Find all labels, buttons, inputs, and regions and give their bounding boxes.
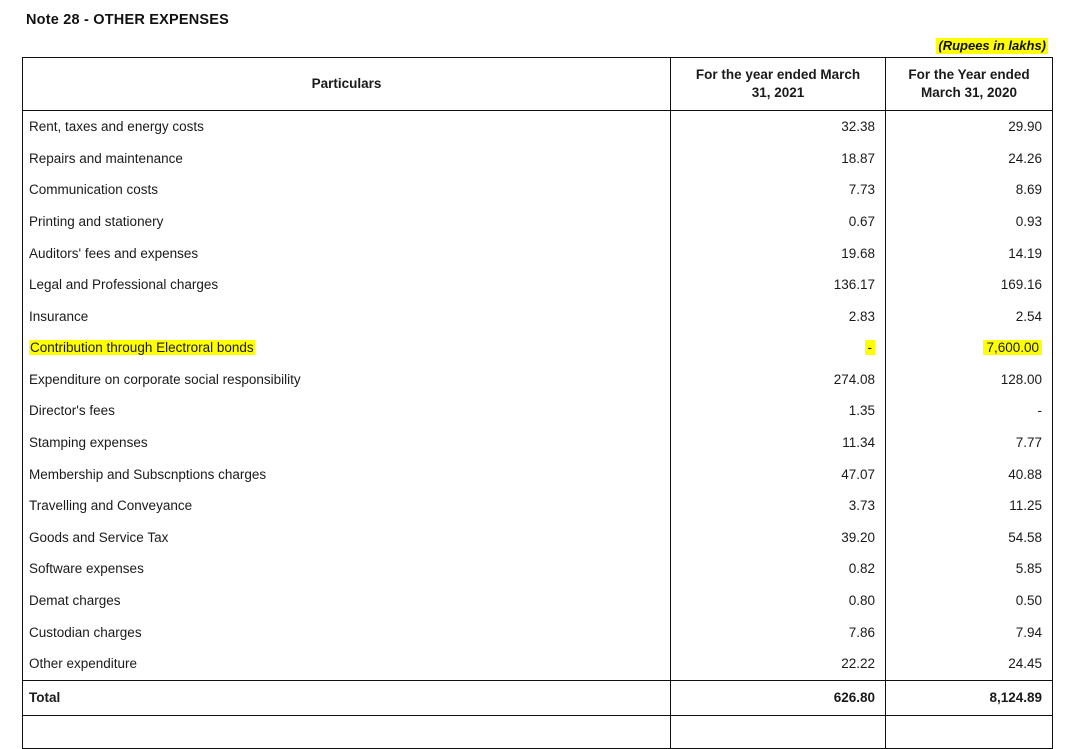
row-amount-2020: 11.25 — [1009, 498, 1042, 514]
table-header — [23, 58, 1053, 111]
row-amount-2021: 19.68 — [671, 238, 886, 270]
table-row — [23, 396, 1053, 428]
row-amount-2020: 8.69 — [1015, 182, 1042, 198]
row-particulars: Director's fees — [23, 396, 671, 428]
row-particulars: Software expenses — [23, 554, 671, 586]
row-amount-2020: 29.90 — [1008, 119, 1042, 135]
total-row — [23, 680, 1053, 715]
row-amount-2021: 136.17 — [671, 269, 886, 301]
row-amount-2020: 169.16 — [1000, 277, 1042, 293]
table-row — [23, 585, 1053, 617]
column-header-year-2020 — [886, 58, 1053, 111]
table-row — [23, 206, 1053, 238]
units-row — [22, 38, 1052, 54]
table-body — [23, 111, 1053, 749]
column-header-year-2020-line2: March 31, 2020 — [920, 85, 1018, 101]
row-amount-2020: 54.58 — [1008, 529, 1042, 545]
total-amount-2020: 8,124.89 — [886, 680, 1053, 715]
row-amount-2020: 24.26 — [1008, 150, 1042, 166]
row-particulars: Travelling and Conveyance — [23, 490, 671, 522]
row-particulars: Rent, taxes and energy costs — [23, 111, 671, 143]
table-row — [23, 554, 1053, 586]
table-row — [23, 617, 1053, 649]
row-particulars: Expenditure on corporate social responsibility — [23, 364, 671, 396]
table-row — [23, 490, 1053, 522]
blank-cell — [886, 715, 1053, 748]
row-amount-2020: 7.77 — [1015, 435, 1042, 451]
table-row — [23, 111, 1053, 143]
row-amount-2021: 274.08 — [671, 364, 886, 396]
row-amount-2020 — [886, 332, 1053, 364]
row-amount-2021 — [671, 332, 886, 364]
total-label: Total — [23, 680, 671, 715]
row-amount-2020: 14.19 — [1008, 245, 1042, 261]
column-header-year-2021-line2: 31, 2021 — [751, 85, 805, 101]
column-header-particulars: Particulars — [23, 58, 671, 111]
row-particulars: Auditors' fees and expenses — [23, 238, 671, 270]
row-particulars — [23, 332, 671, 364]
row-amount-2020: - — [1037, 403, 1042, 419]
row-amount-2021: 0.67 — [671, 206, 886, 238]
row-amount-2021: 18.87 — [671, 143, 886, 175]
other-expenses-table — [22, 57, 1053, 749]
row-particulars: Membership and Subscnptions charges — [23, 459, 671, 491]
row-particulars: Printing and stationery — [23, 206, 671, 238]
row-particulars: Legal and Professional charges — [23, 269, 671, 301]
row-amount-2021: 0.82 — [671, 554, 886, 586]
row-amount-2020: 5.85 — [1015, 561, 1042, 577]
row-amount-2021: 2.83 — [671, 301, 886, 333]
row-particulars: Custodian charges — [23, 617, 671, 649]
row-amount-2020: 24.45 — [1008, 656, 1042, 672]
table-row — [23, 238, 1053, 270]
highlighted-text: 7,600.00 — [983, 340, 1042, 355]
row-amount-2020: 0.93 — [1015, 213, 1042, 229]
row-amount-2021: 39.20 — [671, 522, 886, 554]
table-row — [23, 174, 1053, 206]
table-row — [23, 301, 1053, 333]
table-row — [23, 522, 1053, 554]
row-particulars: Repairs and maintenance — [23, 143, 671, 175]
row-amount-2020: 0.50 — [1015, 593, 1042, 609]
blank-row — [23, 715, 1053, 748]
row-amount-2021: 47.07 — [671, 459, 886, 491]
table-row — [23, 269, 1053, 301]
row-amount-2021: 3.73 — [671, 490, 886, 522]
blank-cell — [23, 715, 671, 748]
row-amount-2020: 40.88 — [1008, 466, 1042, 482]
column-header-year-2021 — [671, 58, 886, 111]
table-row — [23, 364, 1053, 396]
row-amount-2021: 22.22 — [671, 648, 886, 680]
units-label: (Rupees in lakhs) — [938, 38, 1046, 53]
row-amount-2021: 7.73 — [671, 174, 886, 206]
blank-cell — [671, 715, 886, 748]
total-amount-2021: 626.80 — [671, 680, 886, 715]
row-particulars: Demat charges — [23, 585, 671, 617]
row-amount-2021: 1.35 — [671, 396, 886, 428]
table-row — [23, 459, 1053, 491]
row-amount-2020: 128.00 — [1000, 371, 1042, 387]
column-header-year-2021-line1: For the year ended March — [695, 67, 861, 83]
header-row — [23, 58, 1053, 111]
row-particulars: Goods and Service Tax — [23, 522, 671, 554]
row-amount-2020: 2.54 — [1015, 308, 1042, 324]
row-amount-2021: 0.80 — [671, 585, 886, 617]
table-row — [23, 427, 1053, 459]
table-row — [23, 143, 1053, 175]
row-particulars: Insurance — [23, 301, 671, 333]
row-amount-2021: 7.86 — [671, 617, 886, 649]
table-row — [23, 332, 1053, 364]
row-particulars: Other expenditure — [23, 648, 671, 680]
row-amount-2021: 11.34 — [671, 427, 886, 459]
highlighted-text: Contribution through Electroral bonds — [30, 340, 254, 356]
row-particulars: Stamping expenses — [23, 427, 671, 459]
row-particulars: Communication costs — [23, 174, 671, 206]
column-header-year-2020-line1: For the Year ended — [908, 67, 1030, 83]
row-amount-2021: 32.38 — [671, 111, 886, 143]
note-title: Note 28 - OTHER EXPENSES — [26, 12, 230, 28]
row-amount-2020: 7.94 — [1015, 624, 1042, 640]
highlighted-text: - — [865, 340, 876, 355]
